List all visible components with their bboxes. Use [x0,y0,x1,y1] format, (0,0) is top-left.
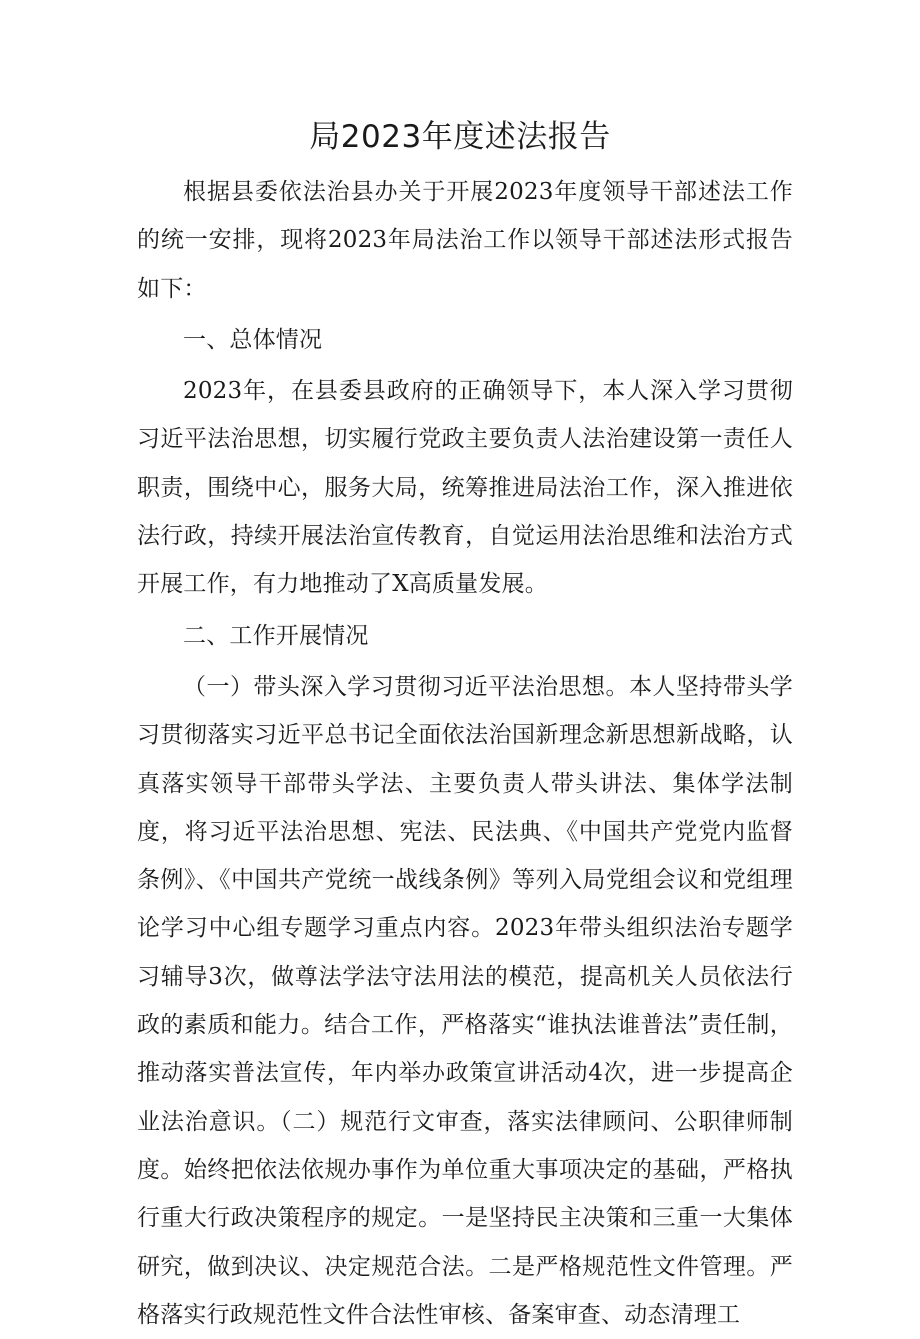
paragraph-work-details: （一）带头深入学习贯彻习近平法治思想。本人坚持带头学习贯彻落实习近平总书记全面依法治国新理念新思想新战略，认真落实领导干部带头学法、主要负责人带头讲法、集体学法制度，将习近平法治思想、宪法、民法典、《中国共产党党内监督条例》、《中国共产党统一战线条例》等列入局党组会议和党组理论学习中心组专题学习重点内容。2023年带头组织法治专题学习辅导3次，做尊法学法守法用法的模范，提高机关人员依法行政的素质和能力。结合工作，严格落实“谁执法谁普法”责任制，推动落实普法宣传，年内举办政策宣讲活动4次，进一步提高企业法治意识。（二）规范行文审查，落实法律顾问、公职律师制度。始终把依法依规办事作为单位重大事项决定的基础，严格执行重大行政决策程序的规定。一是坚持民主决策和三重一大集体研究，做到决议、决定规范合法。二是严格规范性文件管理。严格落实行政规范性文件合法性审核、备案审查、动态清理工 [137,673,793,1328]
section-heading-work: 二、工作开展情况 [183,622,369,649]
paragraph-overview: 2023年，在县委县政府的正确领导下，本人深入学习贯彻习近平法治思想，切实履行党政主要负责人法治建设第一责任人职责，围绕中心，服务大局，统筹推进局法治工作，深入推进依法行政，持续开展法治宣传教育，自觉运用法治思维和法治方式开展工作，有力地推动了X高质量发展。 [137,378,793,598]
document-body [137,168,793,1339]
document-title: 局2023年度述法报告 [309,119,611,155]
paragraph-intro: 根据县委依法治县办关于开展2023年度领导干部述法工作的统一安排，现将2023年局法治工作以领导干部述法形式报告如下： [137,179,793,302]
section-heading-overview: 一、总体情况 [183,326,323,353]
